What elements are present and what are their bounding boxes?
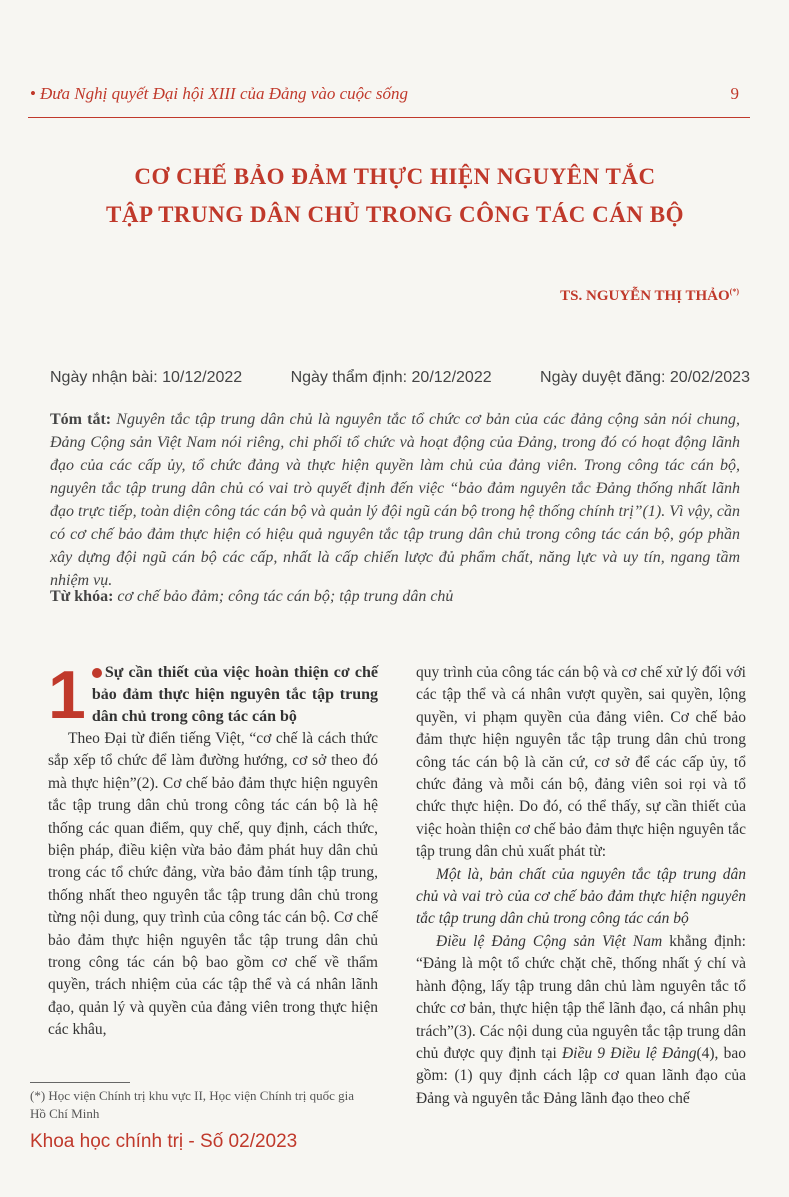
running-header: • Đưa Nghị quyết Đại hội XIII của Đảng vào cuộc sống xyxy=(30,84,409,103)
right-column xyxy=(416,662,746,1110)
running-title: Đưa Nghị quyết Đại hội XIII của Đảng vào cuộc sống xyxy=(39,84,409,103)
section-number: 1 xyxy=(48,657,86,733)
right-paragraph-2-text-2: (4), bao gồm: (1) quy định cách lập cơ quan lãnh đạo của Đảng và nguyên tắc Đảng lãnh đạo theo chế xyxy=(416,1044,747,1107)
section-heading-text: Sự cần thiết của việc hoàn thiện cơ chế bảo đảm thực hiện nguyên tắc tập trung dân chủ trong công tác cán bộ xyxy=(91,664,378,725)
author-name: TS. NGUYỄN THỊ THẢO xyxy=(560,288,730,304)
date-reviewed: Ngày thẩm định: 20/12/2022 xyxy=(290,369,492,386)
left-column xyxy=(48,657,378,1042)
header-divider xyxy=(28,117,750,118)
author-footnote-mark: (*) xyxy=(729,287,739,296)
article-title-line-1: CƠ CHẾ BẢO ĐẢM THỰC HIỆN NGUYÊN TẮC xyxy=(134,164,656,189)
right-paragraph-2 xyxy=(416,931,746,1110)
bullet-dot-icon xyxy=(92,668,102,678)
left-paragraph-1: Theo Đại từ điển tiếng Việt, “cơ chế là cách thức sắp xếp tổ chức để làm đường hướng, cơ sở theo đó mà thực hiện”(2). Cơ chế bảo đảm thực hiện nguyên tắc tập trung dân chủ trong công tác cán bộ là hệ thống các quan điểm, quy chế, quy định, cách thức, biện pháp, điều kiện vừa bảo đảm phát huy dân chủ trong các tổ chức đảng, vừa bảo đảm tính tập trung, thống nhất theo nguyên tắc tập trung dân chủ trong từng nội dung, quy trình của công tác cán bộ. Cơ chế bảo đảm thực hiện nguyên tắc tập trung dân chủ trong công tác cán bộ bao gồm cơ chế về thẩm quyền, trách nhiệm của các tập thể và cá nhân lãnh đạo, quản lý và quyền của đảng viên trong thực hiện các khâu, xyxy=(48,730,378,1039)
footnote-divider xyxy=(30,1082,130,1083)
article-title-line-2: TẬP TRUNG DÂN CHỦ TRONG CÔNG TÁC CÁN BỘ xyxy=(106,202,684,227)
charter-title: Điều lệ Đảng Cộng sản Việt Nam xyxy=(436,932,663,950)
right-paragraph-2-text: khẳng định: “Đảng là một tổ chức chặt chẽ, thống nhất ý chí và hành động, lấy tập trung dân chủ làm nguyên tắc tổ chức cơ bản, thực hiện tập thể lãnh đạo, cá nhân phụ trách”(3). Các nội dung của nguyên tắc tập trung dân chủ được quy định tại xyxy=(416,932,746,1062)
journal-footer: Khoa học chính trị - Số 02/2023 xyxy=(30,1131,298,1152)
right-subheading: Một là, bản chất của nguyên tắc tập trung dân chủ và vai trò của cơ chế bảo đảm thực hiện nguyên tắc tập trung dân chủ trong công tác cán bộ xyxy=(416,865,746,928)
keywords-label: Từ khóa: xyxy=(50,588,114,605)
author xyxy=(560,287,739,305)
section-heading xyxy=(48,657,378,733)
abstract xyxy=(50,408,740,592)
keywords xyxy=(50,588,740,606)
keywords-text: cơ chế bảo đảm; công tác cán bộ; tập trung dân chủ xyxy=(117,588,454,605)
abstract-text: Nguyên tắc tập trung dân chủ là nguyên tắc tổ chức cơ bản của các đảng cộng sản nói chung, Đảng Cộng sản Việt Nam nói riêng, chi phối tổ chức và hoạt động của Đảng, trong đó có hoạt động lãnh đạo của các cấp ủy, tổ chức đảng và thực hiện quyền làm chủ của đảng viên. Trong công tác cán bộ, nguyên tắc tập trung dân chủ có vai trò quyết định đến việc “bảo đảm nguyên tắc Đảng thống nhất lãnh đạo trực tiếp, toàn diện công tác cán bộ và quản lý đội ngũ cán bộ trong hệ thống chính trị”(1). Vì vậy, cần có cơ chế bảo đảm thực hiện có hiệu quả nguyên tắc tập trung dân chủ trong công tác cán bộ, góp phần xây dựng đội ngũ cán bộ các cấp, nhất là cấp chiến lược đủ phẩm chất, năng lực và uy tín, ngang tầm nhiệm vụ. xyxy=(50,411,741,589)
footnote xyxy=(30,1087,370,1123)
footnote-text: Học viện Chính trị khu vực II, Học viện Chính trị quốc gia Hồ Chí Minh xyxy=(30,1088,355,1121)
abstract-label: Tóm tắt: xyxy=(50,411,112,428)
footnote-mark: (*) xyxy=(30,1088,46,1103)
page-number: 9 xyxy=(730,84,739,103)
article-dates xyxy=(50,369,750,387)
right-paragraph-1: quy trình của công tác cán bộ và cơ chế xử lý đối với các tập thể và cá nhân vượt quyền, sai quyền, lộng quyền, vi phạm quyền của đảng viên. Cơ chế bảo đảm thực hiện nguyên tắc tập trung dân chủ trong công tác cán bộ là căn cứ, cơ sở để các cấp ủy, tổ chức đảng và mỗi cán bộ, đảng viên soi rọi và tổ chức thực hiện. Do đó, có thể thấy, sự cần thiết của việc hoàn thiện cơ chế bảo đảm thực hiện nguyên tắc tập trung dân chủ xuất phát từ: xyxy=(416,664,746,861)
charter-article: Điều 9 Điều lệ Đảng xyxy=(561,1044,697,1062)
date-received: Ngày nhận bài: 10/12/2022 xyxy=(50,369,243,386)
date-approved: Ngày duyệt đăng: 20/02/2023 xyxy=(540,369,750,386)
